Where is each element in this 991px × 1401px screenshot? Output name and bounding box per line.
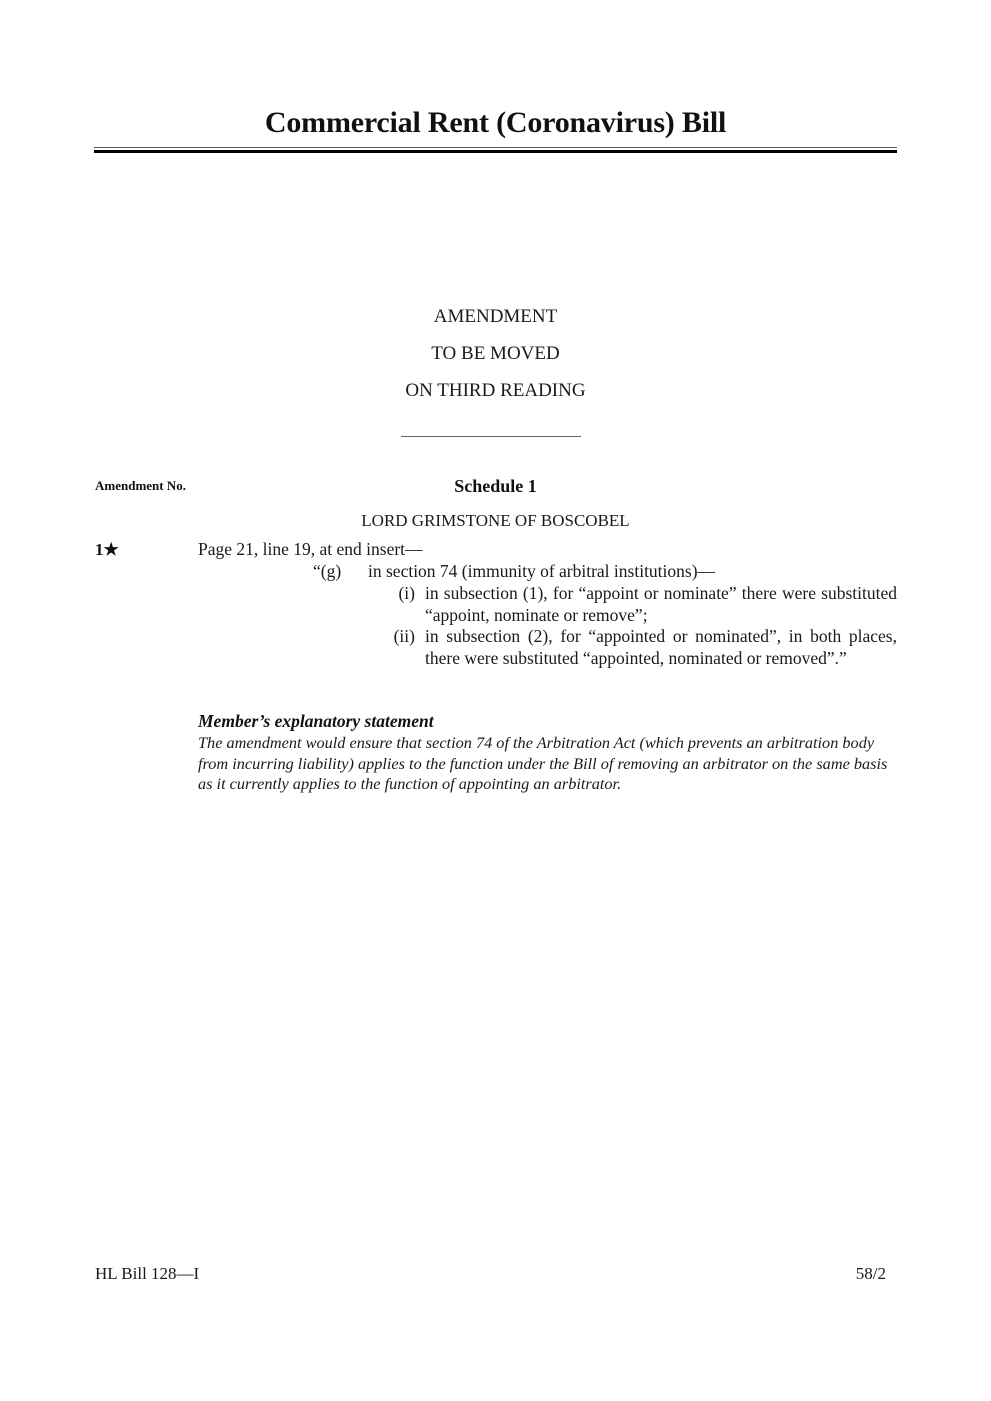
amendment-number: 1★ <box>95 540 119 559</box>
paragraph-number: “(g) <box>313 561 342 581</box>
title-rule-thick <box>94 150 897 153</box>
amendment-number-column-label: Amendment No. <box>95 478 186 493</box>
subparagraph-text: in subsection (2), for “appointed or nominated”, in both places, there were substituted “appointed, nominated or removed”.” <box>425 626 897 668</box>
schedule-heading: Schedule 1 <box>454 476 537 496</box>
footer-page-reference: 58/2 <box>855 1264 886 1283</box>
document-title: Commercial Rent (Coronavirus) Bill <box>264 106 727 139</box>
heading-line-to-be-moved: TO BE MOVED <box>431 343 560 364</box>
amendment-lead-text: Page 21, line 19, at end insert— <box>198 539 423 559</box>
member-name: LORD GRIMSTONE OF BOSCOBEL <box>361 511 630 530</box>
paragraph-text: in section 74 (immunity of arbitral institutions)— <box>368 561 716 581</box>
title-rule-thin <box>94 147 897 148</box>
subparagraph-number: (ii) <box>393 626 415 646</box>
section-divider <box>401 436 581 437</box>
subparagraph-number: (i) <box>398 583 415 603</box>
explanatory-statement-heading: Member’s explanatory statement <box>198 711 434 731</box>
explanatory-statement-text: The amendment would ensure that section 74 of the Arbitration Act (which prevents an arbitration body from incurring liability) applies to the function under the Bill of removing an arbitrator on the same basis as it currently applies to the function of appointing an arbitrator. <box>198 733 888 793</box>
subparagraph-text: in subsection (1), for “appoint or nominate” there were substituted “appoint, nominate or remove”; <box>425 583 897 625</box>
footer-bill-reference: HL Bill 128—I <box>95 1264 200 1283</box>
heading-line-third-reading: ON THIRD READING <box>405 380 586 401</box>
heading-line-amendment: AMENDMENT <box>433 306 558 327</box>
